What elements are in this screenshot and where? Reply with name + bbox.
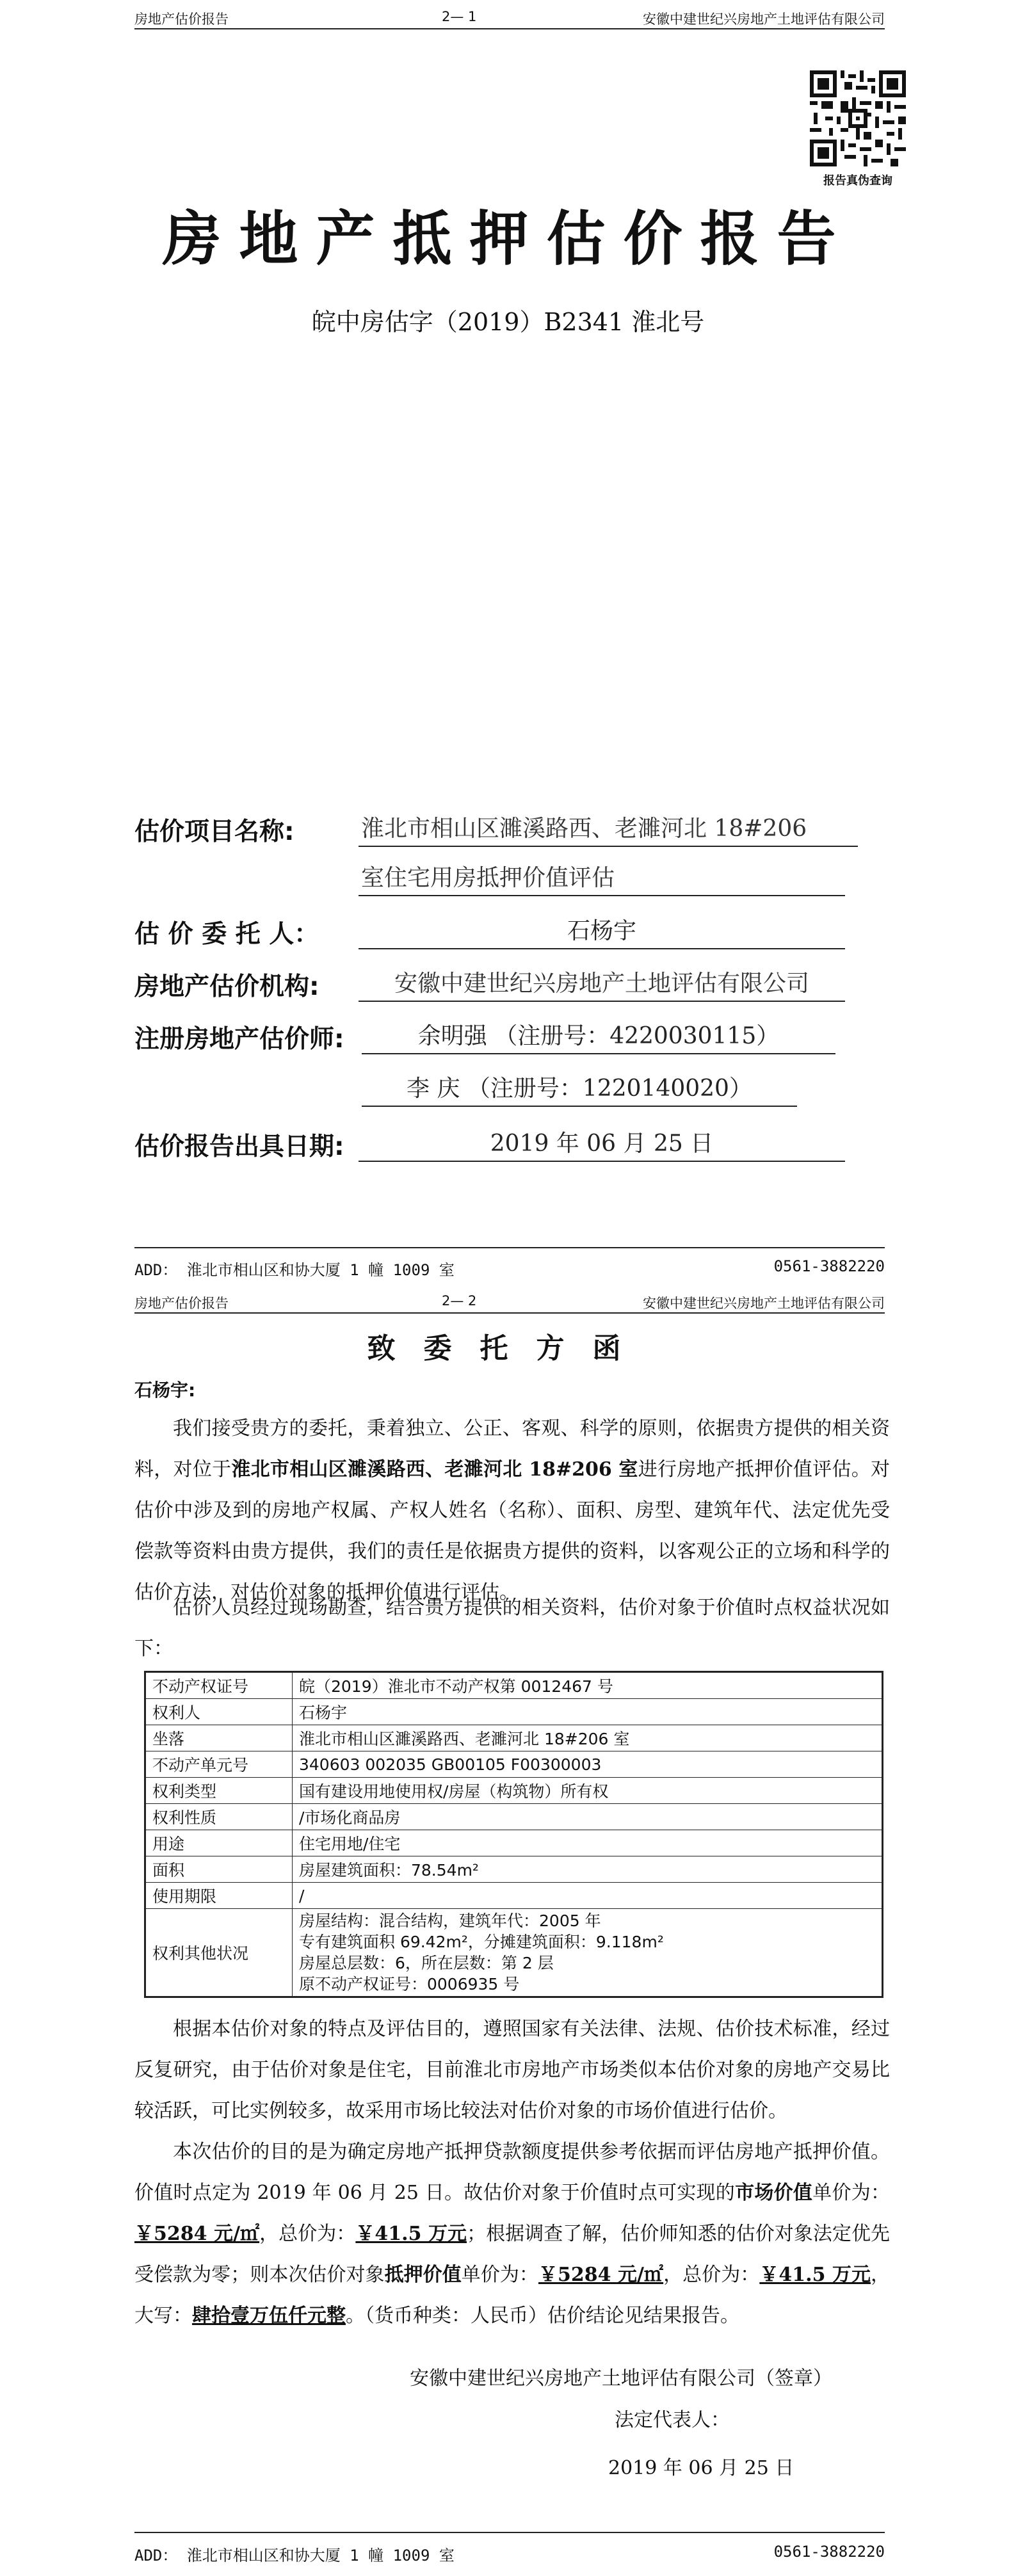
paragraph-status: 估价人员经过现场勘查，结合贵方提供的相关资料，估价对象于价值时点权益状况如下： bbox=[134, 1597, 890, 1660]
table-row bbox=[145, 1883, 883, 1909]
table-key: 权利人 bbox=[145, 1699, 293, 1725]
table-row bbox=[145, 1856, 883, 1883]
table-key: 权利其他状况 bbox=[145, 1909, 293, 1997]
table-key: 不动产权证号 bbox=[145, 1672, 293, 1699]
signature-representative: 法定代表人： bbox=[615, 2409, 730, 2431]
paragraph-conclusion: 本次估价的目的是为确定房地产抵押贷款额度提供参考依据而评估房地产抵押价值。价值时点定为 2019 年 06 月 25 日。故估价对象于价值时点可实现的市场价值单价为：￥5284 元/㎡，总价为：￥41.5 万元；根据调查了解，估价师知悉的估价对象法定优先受偿款为零；则本次估价对象抵押价值单价为：￥5284 元/㎡，总价为：￥41.5 万元，大写：肆拾壹万伍仟元整。（货币种类：人民币）估价结论见结果报告。 bbox=[134, 2141, 891, 2327]
table-value: 340603 002035 GB00105 F00300003 bbox=[293, 1751, 883, 1778]
table-key: 权利性质 bbox=[145, 1804, 293, 1830]
table-value: / bbox=[293, 1883, 883, 1909]
table-key: 权利类型 bbox=[145, 1778, 293, 1804]
signature-company: 安徽中建世纪兴房地产土地评估有限公司（签章） bbox=[410, 2367, 832, 2390]
letter-title: 致委托方函 bbox=[367, 1332, 649, 1365]
signature-date: 2019 年 06 月 25 日 bbox=[608, 2457, 794, 2479]
table-value-line: 房屋结构：混合结构，建筑年代：2005 年 bbox=[299, 1912, 601, 1930]
appraiser-label: 注册房地产估价师: bbox=[134, 1025, 344, 1054]
paragraph-method: 根据本估价对象的特点及评估目的，遵照国家有关法律、法规、估价技术标准，经过反复研究，由于估价对象是住宅，目前淮北市房地产市场类似本估价对象的房地产交易比较活跃，可比实例较多，故采用市场比较法对估价对象的市场价值进行估价。 bbox=[134, 2018, 890, 2122]
issue-date-value: 2019 年 06 月 25 日 bbox=[359, 1125, 845, 1162]
report-title: 房地产抵押估价报告 bbox=[162, 205, 854, 273]
report-number: 皖中房估字（2019）B2341 淮北号 bbox=[311, 308, 705, 336]
table-value bbox=[293, 1909, 883, 1997]
addressee: 石杨宇: bbox=[134, 1380, 196, 1401]
footer-address: ADD： 淮北市相山区和协大厦 1 幢 1009 室 bbox=[134, 2547, 455, 2564]
table-row bbox=[145, 1830, 883, 1856]
table-value: 淮北市相山区濉溪路西、老濉河北 18#206 室 bbox=[293, 1725, 883, 1751]
header-left: 房地产估价报告 bbox=[134, 12, 229, 27]
table-value-line: 专有建筑面积 69.42m²，分摊建筑面积：9.118m² bbox=[299, 1933, 664, 1951]
table-key: 用途 bbox=[145, 1830, 293, 1856]
table-value: /市场化商品房 bbox=[293, 1804, 883, 1830]
property-rights-table bbox=[144, 1671, 883, 1998]
table-value: 住宅用地/住宅 bbox=[293, 1830, 883, 1856]
table-row bbox=[145, 1699, 883, 1725]
agency-value: 安徽中建世纪兴房地产土地评估有限公司 bbox=[359, 965, 845, 1002]
project-name-line1: 淮北市相山区濉溪路西、老濉河北 18#206 bbox=[359, 810, 858, 847]
table-key: 使用期限 bbox=[145, 1883, 293, 1909]
table-value-line: 房屋总层数：6，所在层数：第 2 层 bbox=[299, 1954, 554, 1972]
qr-code[interactable] bbox=[810, 70, 906, 166]
table-key: 面积 bbox=[145, 1856, 293, 1883]
footer-divider bbox=[134, 2532, 885, 2533]
project-name-line2: 室住宅用房抵押价值评估 bbox=[359, 860, 845, 896]
commission-letter-page bbox=[0, 1287, 1016, 2576]
footer-address: ADD： 淮北市相山区和协大厦 1 幢 1009 室 bbox=[134, 1261, 455, 1279]
table-row bbox=[145, 1751, 883, 1778]
table-row bbox=[145, 1725, 883, 1751]
page-header bbox=[134, 5, 885, 29]
report-cover-page bbox=[0, 0, 1016, 1287]
table-row bbox=[145, 1804, 883, 1830]
header-company: 安徽中建世纪兴房地产土地评估有限公司 bbox=[643, 1296, 885, 1311]
table-value: 国有建设用地使用权/房屋（构筑物）所有权 bbox=[293, 1778, 883, 1804]
footer-phone: 0561-3882220 bbox=[773, 2543, 885, 2561]
page-footer bbox=[134, 2543, 885, 2565]
table-value-line: 原不动产权证号：0006935 号 bbox=[299, 1975, 520, 1993]
page-footer bbox=[134, 1257, 885, 1280]
footer-divider bbox=[134, 1247, 885, 1248]
qr-caption: 报告真伪查询 bbox=[823, 174, 892, 188]
client-value: 石杨宇 bbox=[359, 913, 845, 949]
appraiser-1: 余明强 （注册号：4220030115） bbox=[362, 1018, 835, 1054]
table-row bbox=[145, 1909, 883, 1997]
table-row bbox=[145, 1778, 883, 1804]
header-company: 安徽中建世纪兴房地产土地评估有限公司 bbox=[643, 12, 885, 27]
table-key: 不动产单元号 bbox=[145, 1751, 293, 1778]
paragraph-intro: 我们接受贵方的委托，秉着独立、公正、客观、科学的原则，依据贵方提供的相关资料，对位于淮北市相山区濉溪路西、老濉河北 18#206 室进行房地产抵押价值评估。对估价中涉及到的房地产权属、产权人姓名（名称）、面积、房型、建筑年代、法定优先受偿款等资料由贵方提供，我们的责任是依据贵方提供的资料，以客观公正的立场和科学的估价方法，对估价对象的抵押价值进行评估。 bbox=[134, 1417, 891, 1604]
table-value: 皖（2019）淮北市不动产权第 0012467 号 bbox=[293, 1672, 883, 1699]
issue-date-label: 估价报告出具日期: bbox=[134, 1132, 344, 1161]
header-page-number: 2— 2 bbox=[442, 1293, 477, 1308]
agency-label: 房地产估价机构: bbox=[134, 972, 319, 1001]
client-label: 估 价 委 托 人： bbox=[134, 920, 319, 949]
header-left: 房地产估价报告 bbox=[134, 1296, 229, 1311]
page-header bbox=[134, 1289, 885, 1314]
table-row bbox=[145, 1672, 883, 1699]
table-value: 房屋建筑面积：78.54m² bbox=[293, 1856, 883, 1883]
table-key: 坐落 bbox=[145, 1725, 293, 1751]
header-page-number: 2— 1 bbox=[442, 9, 477, 24]
project-name-label: 估价项目名称: bbox=[134, 817, 294, 846]
appraiser-2: 李 庆 （注册号：1220140020） bbox=[362, 1070, 797, 1107]
footer-phone: 0561-3882220 bbox=[773, 1257, 885, 1275]
table-value: 石杨宇 bbox=[293, 1699, 883, 1725]
